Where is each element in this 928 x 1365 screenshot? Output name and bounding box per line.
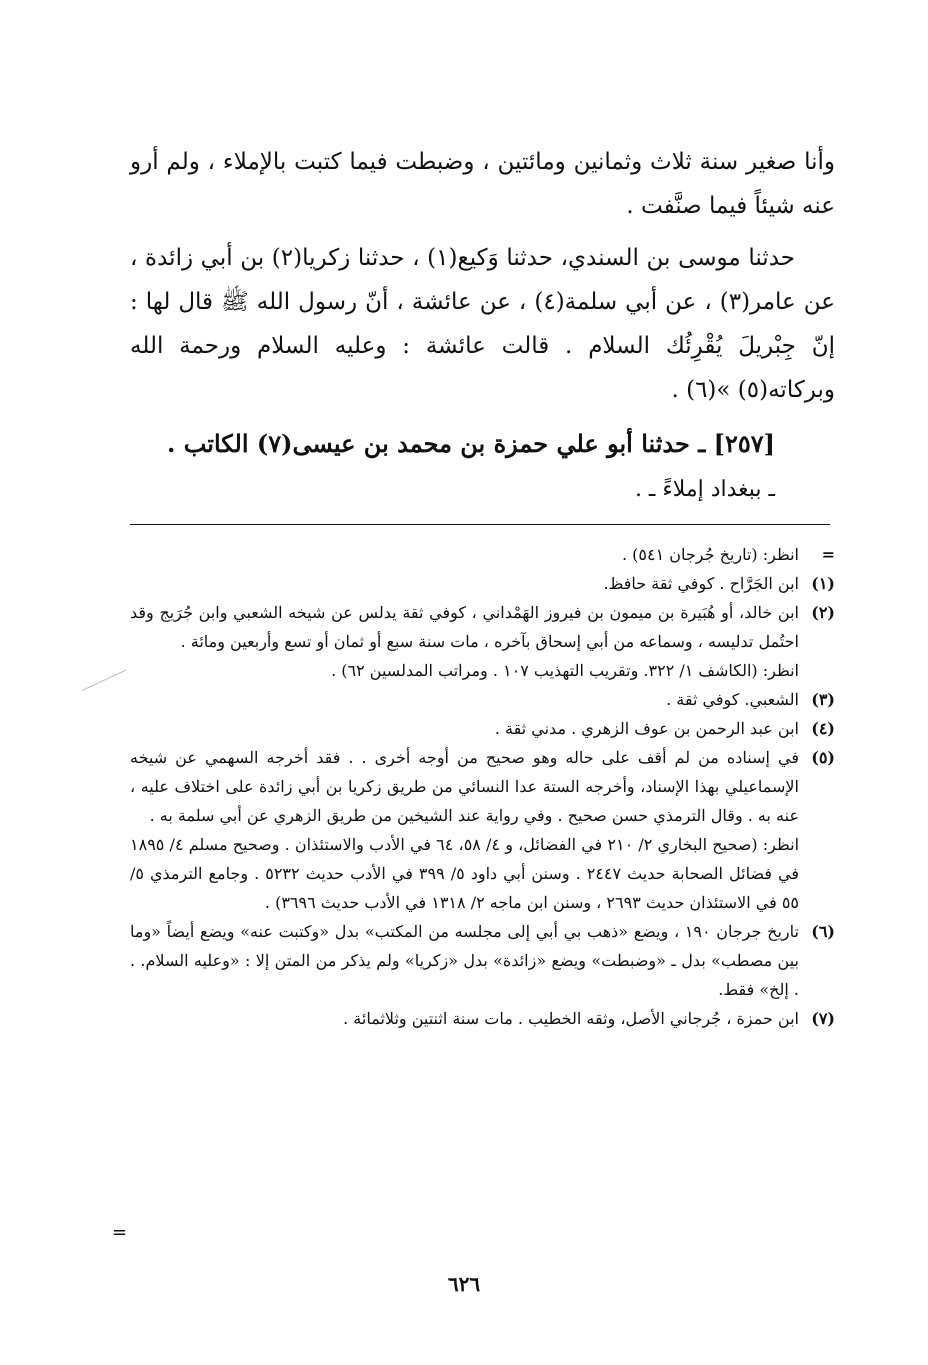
- footnote-text: ابن عبد الرحمن بن عوف الزهري . مدني ثقة .: [494, 719, 799, 738]
- footnote-number: (٣): [811, 690, 835, 709]
- footnote-continuation: [130, 540, 835, 569]
- footnote-1: [130, 569, 835, 598]
- continuation-mark: =: [112, 1222, 128, 1243]
- footnote-text: ابن حمزة ، جُرجاني الأصل، وثقه الخطيب . مات سنة اثنتين وثلاثمائة .: [343, 1009, 799, 1028]
- footnote-number: (٢): [811, 603, 835, 622]
- footnote-number: (٦): [811, 922, 835, 941]
- section-subheading: ـ ببغداد إملاءً ـ .: [634, 477, 775, 502]
- footnote-text: في إسناده من لم أقف على حاله وهو صحيح من أوجه أخرى . . فقد أخرجه السهمي عن شيخه الإسماعيلي بهذا الإسناد، وأخرجه الستة عدا النسائي من طريق زكريا بن أبي زائدة على اختلاف عليه ، عنه به . وقال الترمذي حسن صحيح . وفي رواية عند الشيخين من طريق الزهري عن أبي سلمة به .: [130, 748, 799, 825]
- footnote-5-reference: انظر: (صحيح البخاري ٢/ ٢١٠ في الفضائل، و ٤/ ٥٨، ٦٤ في الأدب والاستئذان . وصحيح مسلم ٤/ ١٨٩٥ في فضائل الصحابة حديث ٢٤٤٧ . وسنن أبي داود ٥/ ٣٩٩ في الأدب حديث ٥٢٣٢ . وجامع الترمذي ٥/ ٥٥ في الاستئذان حديث ٢٦٩٣ ، وسنن ابن ماجه ٢/ ١٣١٨ في الأدب حديث ٣٦٩٦) .: [130, 835, 800, 912]
- footnote-number: (٧): [811, 1009, 835, 1028]
- footnote-2-reference: انظر: (الكاشف ١/ ٣٢٢. وتقريب التهذيب ١٠٧ . ومراتب المدلسين ٦٢) .: [331, 661, 799, 680]
- page-number: ٦٢٦: [447, 1272, 481, 1296]
- section-heading: [٢٥٧] ـ حدثنا أبو علي حمزة بن محمد بن عيسى(٧) الكاتب .: [167, 429, 775, 458]
- main-text: [130, 140, 835, 512]
- footnotes: [130, 540, 835, 1033]
- footnote-number: (٤): [811, 719, 835, 738]
- footnote-2: [130, 598, 835, 656]
- footnote-continuation-text: انظر: (تاريخ جُرجان ٥٤١) .: [621, 545, 799, 564]
- footnote-text: الشعبي. كوفي ثقة .: [666, 690, 799, 709]
- body-paragraph-2: حدثنا موسى بن السندي، حدثنا وَكيع(١) ، حدثنا زكريا(٢) بن أبي زائدة ، عن عامر(٣) ، عن أبي سلمة(٤) ، عن عائشة ، أنّ رسول الله ﷺ قال لها : إنّ جِبْريلَ يُقْرِئُك السلام . قالت عائشة : وعليه السلام ورحمة الله وبركاته(٥) »(٦) .: [130, 245, 835, 403]
- footnote-number: (٥): [811, 748, 835, 767]
- footnote-text: تاريخ جرجان ١٩٠ ، ويضع «ذهب بي أبي إلى مجلسه من المكتب» بدل «وكتبت عنه» ويضع أيضاً «وما بين مصطب» بدل ـ «وضبطت» ويضع «زائدة» بدل «زكريا» ولم يذكر من المتن إلا : «وعليه السلام. . . إلخ» فقط.: [130, 922, 799, 999]
- footnote-continuation-mark: =: [821, 545, 835, 564]
- footnote-3: [130, 685, 835, 714]
- body-paragraph-1: وأنا صغير سنة ثلاث وثمانين ومائتين ، وضبطت فيما كتبت بالإملاء ، ولم أرو عنه شيئاً فيما صنَّفت .: [130, 149, 835, 219]
- footnote-text: ابن الجَرَّاح . كوفي ثقة حافظ.: [603, 574, 799, 593]
- footnote-6: [130, 917, 835, 1004]
- footnote-divider: [130, 524, 830, 525]
- footnote-4: [130, 714, 835, 743]
- footnote-number: (١): [811, 574, 835, 593]
- margin-stray-mark: [82, 670, 126, 692]
- footnote-5: [130, 743, 835, 830]
- footnote-7: [130, 1004, 835, 1033]
- footnote-text: ابن خالد، أو هُبَيرة بن ميمون بن فيروز الهَمْداني ، كوفي ثقة يدلس عن شيخه الشعبي وابن جُرَيج وقد احتُمل تدليسه ، وسماعه من أبي إسحاق بآخره ، مات سنة سبع أو ثمان أو تسع وأربعين ومائة .: [130, 603, 799, 651]
